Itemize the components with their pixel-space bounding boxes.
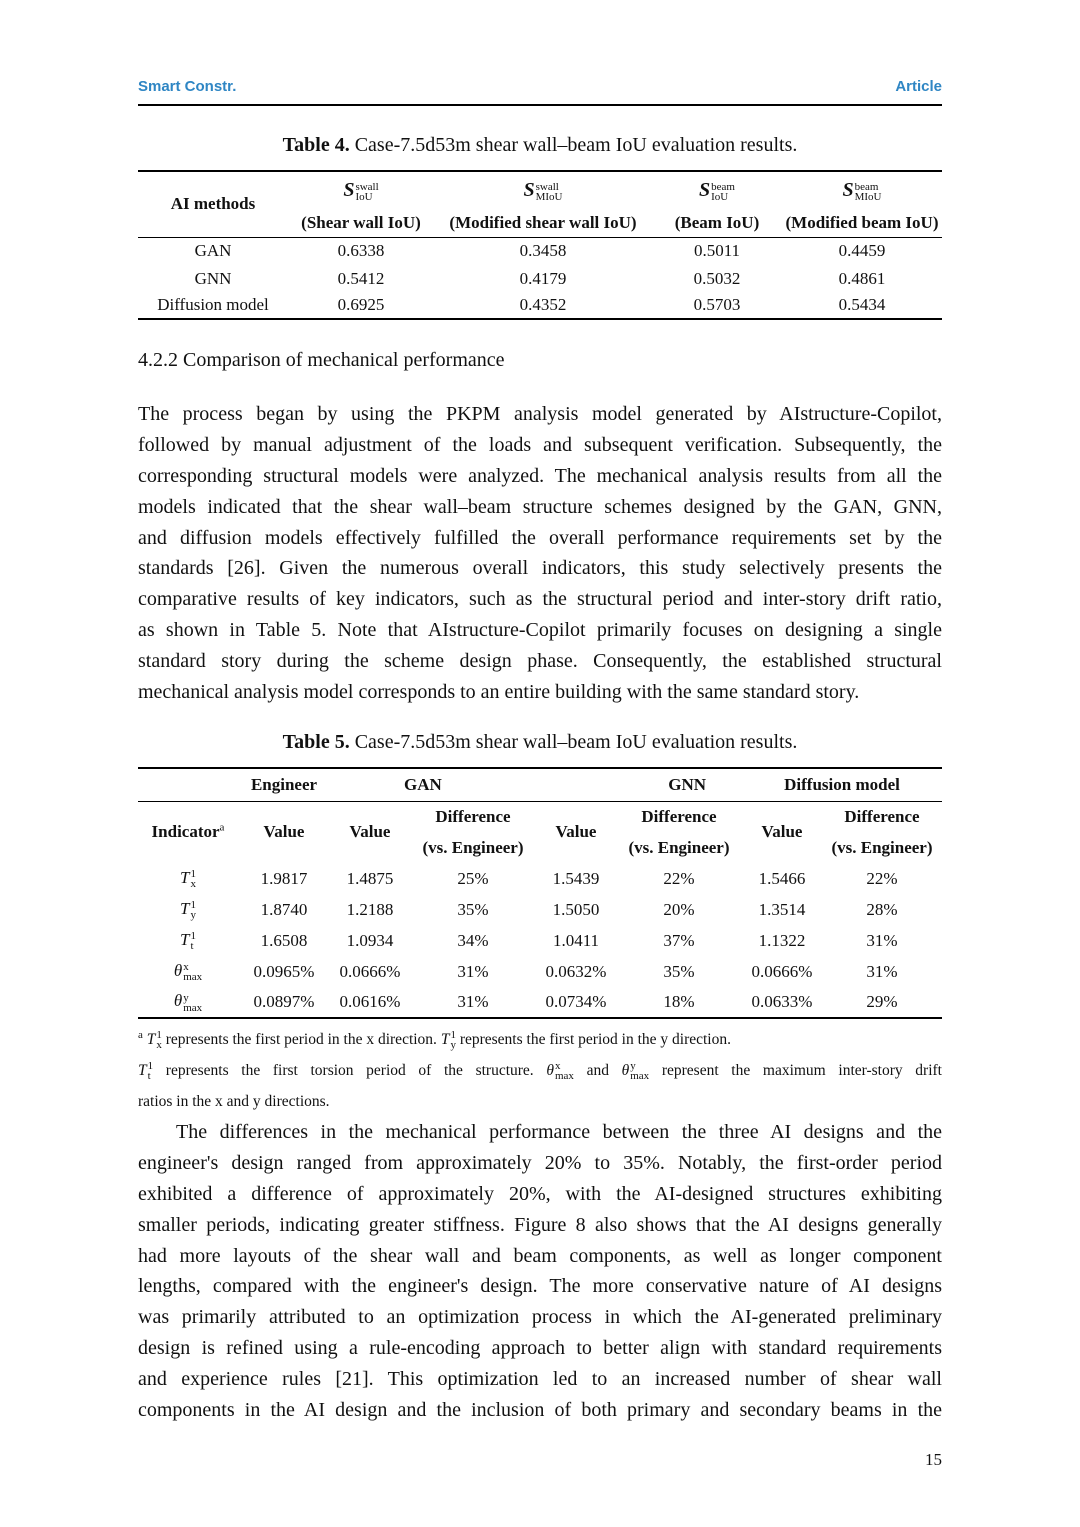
- paragraph-line: was primarily attributed to an optimization process in which the AI-generated preliminary: [138, 1306, 942, 1329]
- paragraph-line: corresponding structural models were analyzed. The mechanical analysis results from all the: [138, 464, 942, 487]
- paragraph-line: The process began by using the PKPM analysis model generated by AIstructure-Copilot,: [138, 403, 942, 425]
- table5-value-header: Value: [263, 822, 305, 842]
- table4: [138, 170, 942, 320]
- paragraph-line: The differences in the mechanical performance between the three AI designs and the: [176, 1121, 942, 1143]
- table5-diff-header: Difference: [844, 806, 920, 826]
- table5-cell: 25%: [457, 868, 489, 888]
- table5-cell: 0.0965%: [253, 961, 315, 981]
- table4-col-symbol: S swall MIoU: [523, 178, 563, 204]
- table-row: [138, 265, 942, 292]
- table5-cell: 31%: [457, 992, 489, 1011]
- table5-cell: 22%: [866, 868, 898, 888]
- paragraph-line: engineer's design ranged from approximately 20% to 35%. Notably, the first-order period: [138, 1151, 942, 1174]
- table5-cell: 1.6508: [260, 930, 308, 950]
- table5-indicator: T 1 t: [180, 929, 196, 953]
- table5-cell: 0.0616%: [339, 992, 401, 1011]
- paragraph-line: and diffusion models effectively fulfilled the overall performance requirements set by the: [138, 526, 942, 549]
- table4-caption-label: Table 4.: [282, 134, 350, 156]
- table4-caption-text: Case-7.5d53m shear wall–beam IoU evaluation results.: [354, 134, 798, 156]
- paragraph-line: mechanical analysis model corresponds to an entire building with the same standard story.: [138, 681, 860, 704]
- table5-cell: 1.8740: [260, 899, 308, 919]
- table5: [138, 767, 942, 1019]
- paragraph-line: smaller periods, indicating greater stiffness. Figure 8 also shows that the AI designs generally: [138, 1213, 942, 1236]
- footnote-line: ratios in the x and y directions.: [138, 1093, 330, 1110]
- table5-value-header: Value: [761, 822, 803, 842]
- table5-cell: 31%: [866, 961, 898, 981]
- table5-indicator: θ y max: [173, 991, 203, 1014]
- table5-group-gan: GAN: [404, 774, 442, 794]
- paragraph-line: and experience rules [21]. This optimization led to an increased number of shear wall: [138, 1368, 942, 1391]
- table4-col-symbol: S swall IoU: [343, 178, 379, 204]
- table4-caption: [138, 134, 942, 157]
- table4-col-symbol: S beam MIoU: [842, 178, 882, 204]
- table5-diff-subheader: (vs. Engineer): [628, 837, 730, 857]
- running-header: [138, 76, 942, 104]
- table4-cell: 0.4861: [838, 268, 886, 288]
- table-row: [138, 987, 942, 1018]
- table4-cell: 0.3458: [519, 241, 567, 261]
- table4-col-label: (Modified shear wall IoU): [449, 212, 637, 232]
- table5-group-gnn: GNN: [668, 774, 706, 794]
- table5-diff-header: Difference: [435, 806, 511, 826]
- table4-cell: 0.5412: [337, 268, 385, 288]
- table4-cell: 0.5011: [693, 241, 741, 261]
- table5-cell: 37%: [663, 930, 695, 950]
- table5-indicator: T 1 x: [180, 867, 196, 891]
- table4-method: GNN: [194, 268, 232, 288]
- table5-cell: 34%: [457, 930, 489, 950]
- table5-diff-header: Difference: [641, 806, 717, 826]
- table-row: [138, 956, 942, 987]
- table-row: [138, 237, 942, 265]
- table5-cell: 1.0934: [346, 930, 394, 950]
- table5-cell: 31%: [457, 961, 489, 981]
- table5-cell: 1.3514: [758, 899, 806, 919]
- footnote-line: $^a$ T 1 x represents the first period in the x direction. T 1 y represents the first period in the y direction.: [138, 1028, 731, 1052]
- table-row: [138, 925, 942, 956]
- table5-cell: 28%: [866, 899, 898, 919]
- page-number: 15: [925, 1450, 942, 1469]
- table4-method-header: AI methods: [170, 194, 256, 214]
- table4-cell: 0.4459: [838, 241, 886, 261]
- table4-method: GAN: [194, 241, 232, 261]
- table5-cell: 1.5466: [758, 868, 806, 888]
- table5-value-header: Value: [555, 822, 597, 842]
- table5-cell: 29%: [866, 992, 898, 1011]
- table4-cell: 0.5434: [838, 295, 886, 314]
- table-row: [138, 894, 942, 925]
- table4-cell: 0.4179: [519, 268, 567, 288]
- header-rule: [138, 104, 942, 106]
- paragraph-line: exhibited a difference of approximately 20%, with the AI-designed structures exhibiting: [138, 1182, 942, 1205]
- table4-cell: 0.4352: [519, 295, 567, 314]
- table5-cell: 22%: [663, 868, 695, 888]
- table4-col-label: (Modified beam IoU): [785, 212, 939, 232]
- paragraph-line: standard story during the scheme design phase. Consequently, the established structural: [138, 650, 942, 673]
- paragraph-line: had more layouts of the shear wall and beam components, as well as longer component: [138, 1244, 942, 1267]
- paragraph-line: comparative results of key indicators, such as the structural period and inter-story drift ratio,: [138, 588, 942, 611]
- table5-cell: 1.5439: [552, 868, 600, 888]
- article-type: Article: [895, 78, 942, 95]
- table5-diff-subheader: (vs. Engineer): [831, 837, 933, 857]
- table5-cell: 1.9817: [260, 868, 308, 888]
- table5-caption-text: Case-7.5d53m shear wall–beam IoU evaluation results.: [354, 731, 798, 753]
- table5-cell: 0.0666%: [339, 961, 401, 981]
- table4-col-symbol: S beam IoU: [699, 178, 735, 204]
- table5-caption-label: Table 5.: [282, 731, 350, 753]
- table5-indicator-header: Indicator$^a$: [151, 821, 225, 842]
- paragraph-line: as shown in Table 5. Note that AIstructure-Copilot primarily focuses on designing a single: [138, 619, 942, 642]
- table5-cell: 1.2188: [346, 899, 394, 919]
- table5-caption: [138, 731, 942, 754]
- table5-indicator: T 1 y: [180, 898, 196, 922]
- table5-indicator: θ x max: [173, 960, 203, 984]
- paragraph-1: [138, 399, 942, 708]
- table5-cell: 0.0897%: [253, 992, 315, 1011]
- paragraph-line: models indicated that the shear wall–beam structure schemes designed by the GAN, GNN,: [138, 495, 942, 518]
- table5-cell: 0.0734%: [545, 992, 607, 1011]
- table4-cell: 0.5703: [693, 295, 741, 314]
- section-heading: 4.2.2 Comparison of mechanical performance: [138, 349, 505, 371]
- table4-method: Diffusion model: [157, 295, 269, 314]
- paragraph-line: followed by manual adjustment of the loads and subsequent verification. Subsequently, the: [138, 433, 942, 456]
- table5-cell: 0.0666%: [751, 961, 813, 981]
- table5-cell: 18%: [663, 992, 695, 1011]
- paragraph-line: components in the AI design and the inclusion of both primary and secondary beams in the: [138, 1399, 942, 1422]
- table5-cell: 1.5050: [552, 899, 600, 919]
- table5-cell: 1.1322: [758, 930, 806, 950]
- table5-cell: 31%: [866, 930, 898, 950]
- table5-group-engineer: Engineer: [250, 774, 318, 794]
- table5-cell: 35%: [663, 961, 695, 981]
- table5-cell: 0.0633%: [751, 992, 813, 1011]
- journal-name: Smart Constr.: [138, 78, 237, 95]
- paragraph-2: [138, 1117, 942, 1426]
- table5-group-diffusion: Diffusion model: [784, 774, 900, 794]
- table5-cell: 0.0632%: [545, 961, 607, 981]
- table5-cell: 1.4875: [346, 868, 394, 888]
- table4-cell: 0.5032: [693, 268, 741, 288]
- table5-diff-subheader: (vs. Engineer): [422, 837, 524, 857]
- table4-col-label: (Shear wall IoU): [301, 212, 421, 232]
- table5-cell: 1.0411: [552, 930, 600, 950]
- table4-col-label: (Beam IoU): [674, 212, 760, 232]
- paragraph-line: design is refined using a rule-encoding approach to better align with standard requirements: [138, 1337, 942, 1360]
- table5-value-header: Value: [349, 822, 391, 842]
- paragraph-line: lengths, compared with the engineer's design. The more conservative nature of AI designs: [138, 1275, 942, 1298]
- paragraph-line: standards [26]. Given the numerous overall indicators, this study selectively presents the: [138, 557, 942, 580]
- table5-footnote: [138, 1024, 942, 1117]
- footnote-line: T 1 t represents the first torsion period of the structure. θ x max and θ y max represent the maximum inter-story drift: [138, 1060, 942, 1083]
- table5-cell: 35%: [457, 899, 489, 919]
- table4-cell: 0.6925: [337, 295, 385, 314]
- table-row: [138, 863, 942, 894]
- table-row: [138, 292, 942, 319]
- table5-cell: 20%: [663, 899, 695, 919]
- table4-cell: 0.6338: [337, 241, 385, 261]
